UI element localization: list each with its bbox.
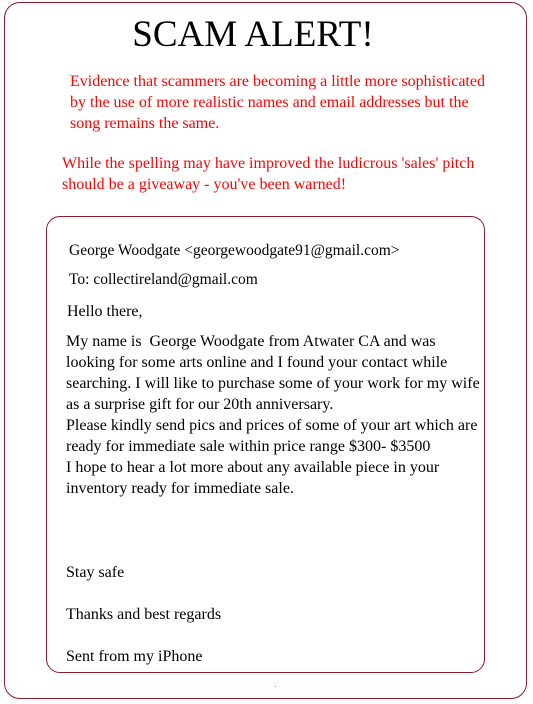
warning-text-giveaway: While the spelling may have improved the ludicrous 'sales' pitch should be a giveaway - you've been warned! [62,155,475,193]
page-title: SCAM ALERT! [132,14,374,55]
email-signature: Sent from my iPhone [66,648,203,665]
email-from: George Woodgate <georgewoodgate91@gmail.com> [69,242,400,259]
email-to: To: collectireland@gmail.com [69,271,258,288]
decorative-dot [275,686,276,687]
email-closing: Stay safe [66,564,125,581]
email-body [66,331,484,499]
email-body-paragraph: Please kindly send pics and prices of some of your art which are ready for immediate sale within price range $300- $3500 [66,417,478,455]
email-body-paragraph: My name is George Woodgate from Atwater CA and was looking for some arts online and I found your contact while searching. I will like to purchase some of your work for my wife as a surprise gift for our 20th anniversary. [66,333,484,413]
email-greeting: Hello there, [67,303,143,320]
email-body-paragraph: I hope to hear a lot more about any available piece in your inventory ready for immediate sale. [66,459,440,497]
warning-text-sophistication: Evidence that scammers are becoming a little more sophisticated by the use of more realistic names and email addresses but the song remains the same. [70,73,485,132]
email-regards: Thanks and best regards [66,606,222,623]
